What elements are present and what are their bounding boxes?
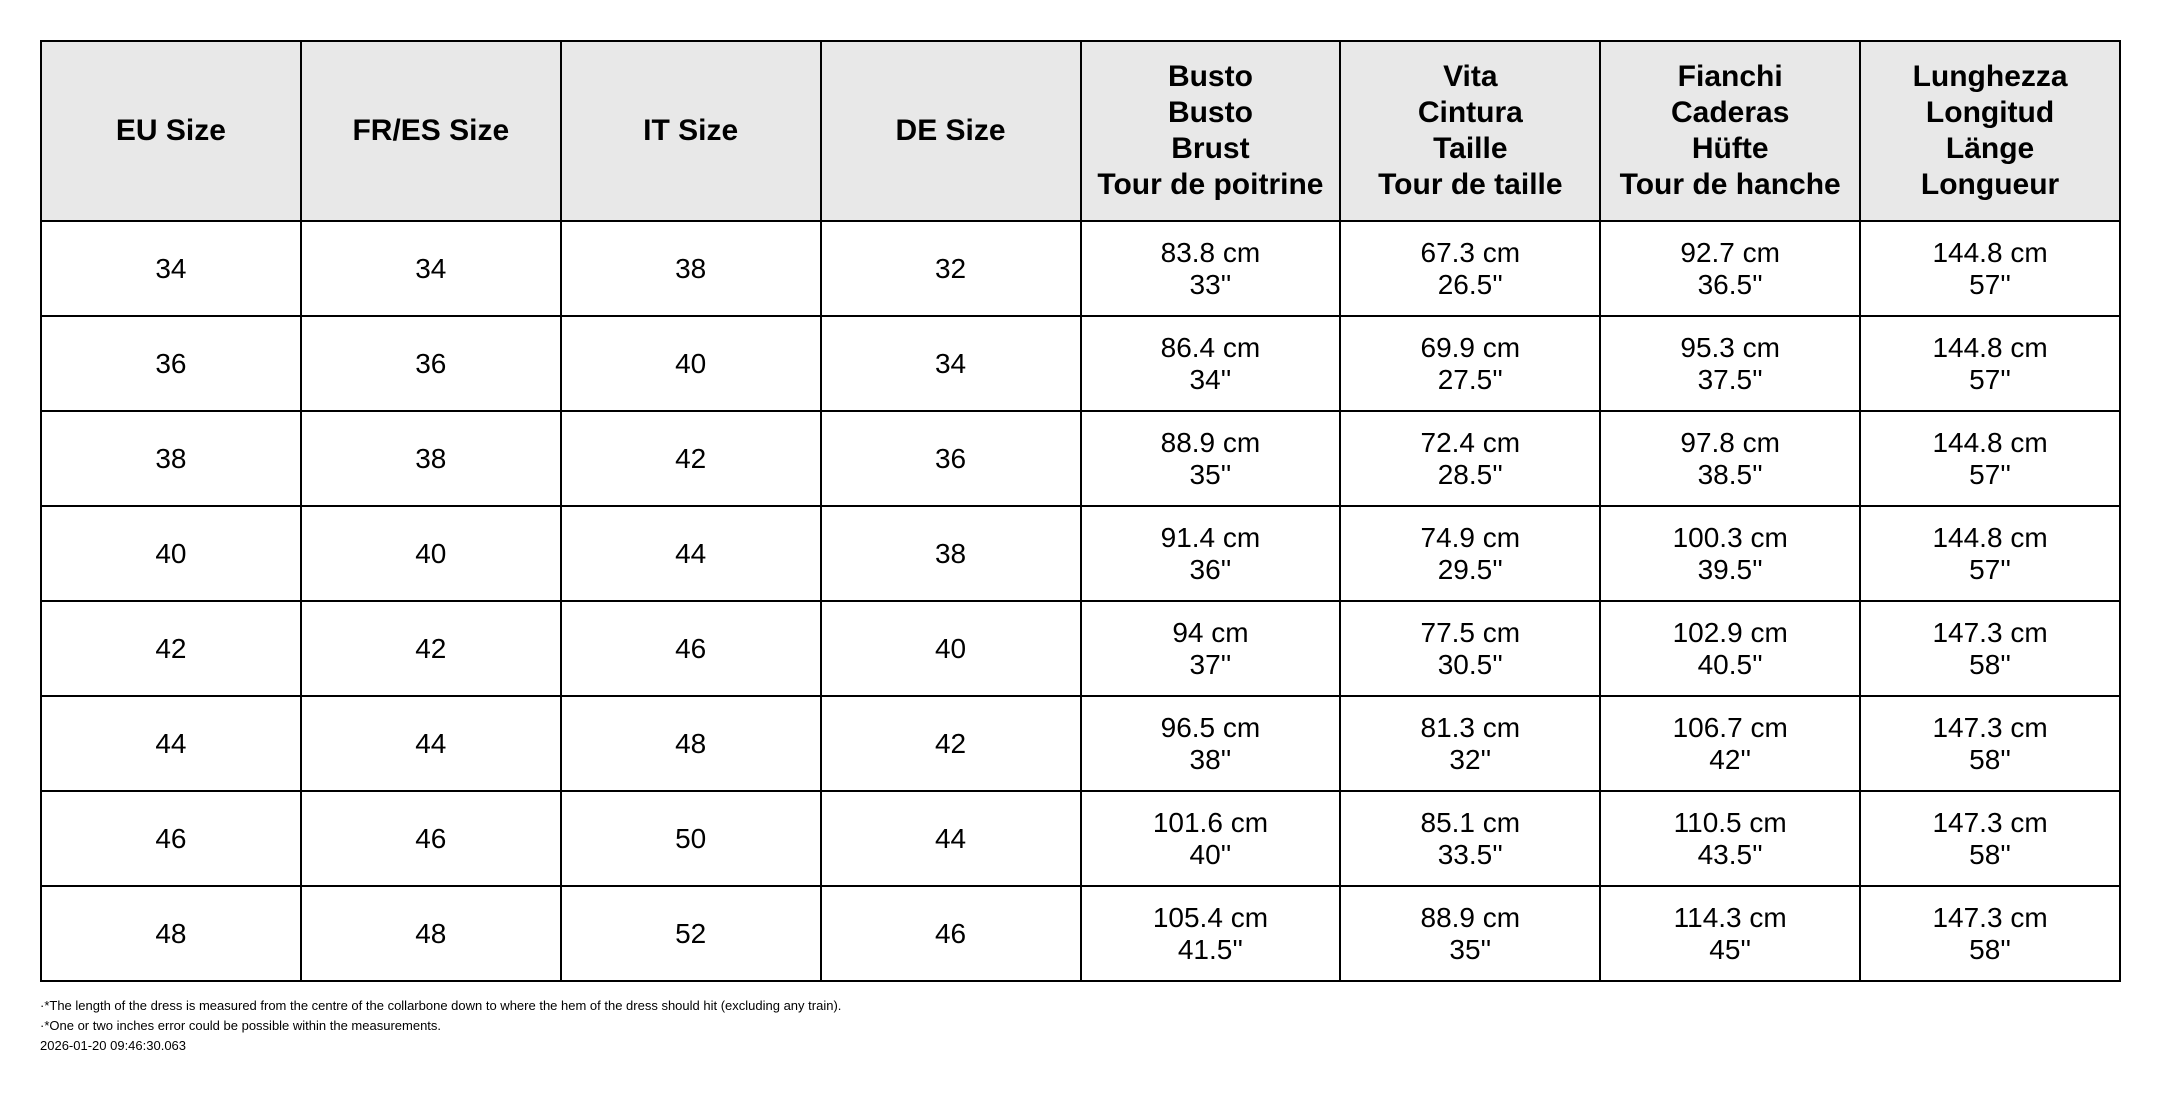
cell-value: 44 xyxy=(155,727,187,759)
cell-value: 40'' xyxy=(1189,838,1232,870)
table-cell xyxy=(561,221,821,316)
cell-value: 38.5'' xyxy=(1697,458,1763,490)
cell-value: 38 xyxy=(675,252,707,284)
table-cell xyxy=(1860,316,2120,411)
column-header-line: Busto xyxy=(1167,96,1253,129)
cell-value: 42 xyxy=(415,632,447,664)
cell-value: 58'' xyxy=(1969,933,2011,965)
table-cell xyxy=(301,696,561,791)
cell-value: 34 xyxy=(934,347,967,379)
cell-value: 52 xyxy=(675,917,707,949)
cell-value: 106.7 cm xyxy=(1672,711,1788,743)
cell-value: 58'' xyxy=(1969,648,2011,680)
table-row xyxy=(41,696,2120,791)
table-body xyxy=(41,221,2120,981)
cell-value: 88.9 cm xyxy=(1160,426,1261,458)
cell-value: 33'' xyxy=(1189,268,1232,300)
table-row xyxy=(41,411,2120,506)
table-cell xyxy=(41,791,301,886)
cell-value: 40 xyxy=(415,537,447,569)
table-cell xyxy=(41,316,301,411)
cell-value: 144.8 cm xyxy=(1932,331,2048,363)
table-cell xyxy=(1600,221,1860,316)
table-cell xyxy=(561,506,821,601)
table-cell xyxy=(1600,316,1860,411)
column-header-line: Longitud xyxy=(1925,96,2055,129)
cell-value: 58'' xyxy=(1969,838,2011,870)
cell-value: 44 xyxy=(675,537,707,569)
table-cell xyxy=(821,506,1081,601)
cell-value: 26.5'' xyxy=(1437,268,1503,300)
column-header xyxy=(1340,41,1600,221)
table-cell xyxy=(1340,601,1600,696)
table-cell xyxy=(41,696,301,791)
table-row xyxy=(41,221,2120,316)
table-cell xyxy=(1081,791,1341,886)
table-cell xyxy=(1081,506,1341,601)
cell-value: 48 xyxy=(155,917,187,949)
column-header-line: Cintura xyxy=(1417,96,1523,129)
cell-value: 74.9 cm xyxy=(1420,521,1521,553)
table-cell xyxy=(821,316,1081,411)
cell-value: 100.3 cm xyxy=(1672,521,1788,553)
cell-value: 34 xyxy=(155,252,187,284)
cell-value: 86.4 cm xyxy=(1160,331,1261,363)
table-cell xyxy=(561,886,821,981)
cell-value: 40 xyxy=(934,632,967,664)
cell-value: 42 xyxy=(675,442,707,474)
table-cell xyxy=(1081,696,1341,791)
table-cell xyxy=(1340,791,1600,886)
column-header xyxy=(1081,41,1341,221)
table-cell xyxy=(301,506,561,601)
cell-value: 57'' xyxy=(1969,268,2011,300)
table-cell xyxy=(1340,696,1600,791)
cell-value: 101.6 cm xyxy=(1152,806,1269,838)
table-cell xyxy=(1340,316,1600,411)
cell-value: 102.9 cm xyxy=(1672,616,1788,648)
table-cell xyxy=(301,316,561,411)
cell-value: 91.4 cm xyxy=(1160,521,1261,553)
cell-value: 147.3 cm xyxy=(1932,616,2048,648)
column-header-line: Fianchi xyxy=(1677,60,1783,93)
cell-value: 144.8 cm xyxy=(1932,236,2048,268)
table-cell xyxy=(1081,886,1341,981)
cell-value: 95.3 cm xyxy=(1680,331,1780,363)
table-header xyxy=(41,41,2120,221)
table-cell xyxy=(301,601,561,696)
cell-value: 42 xyxy=(934,727,967,759)
cell-value: 32'' xyxy=(1449,743,1492,775)
table-row xyxy=(41,506,2120,601)
table-cell xyxy=(1600,506,1860,601)
table-cell xyxy=(1860,506,2120,601)
cell-value: 33.5'' xyxy=(1437,838,1503,870)
cell-value: 69.9 cm xyxy=(1420,331,1521,363)
cell-value: 34'' xyxy=(1189,363,1232,395)
column-header xyxy=(41,41,301,221)
cell-value: 42 xyxy=(155,632,187,664)
cell-value: 85.1 cm xyxy=(1420,806,1521,838)
cell-value: 30.5'' xyxy=(1437,648,1503,680)
column-header-line: Hüfte xyxy=(1691,132,1769,165)
cell-value: 92.7 cm xyxy=(1680,236,1780,268)
table-cell xyxy=(821,886,1081,981)
timestamp: 2026-01-20 09:46:30.063 xyxy=(40,1038,187,1053)
cell-value: 46 xyxy=(675,632,707,664)
table-cell xyxy=(821,696,1081,791)
cell-value: 41.5'' xyxy=(1177,933,1244,965)
cell-value: 81.3 cm xyxy=(1420,711,1521,743)
column-header-line: Brust xyxy=(1171,132,1250,165)
cell-value: 67.3 cm xyxy=(1420,236,1521,268)
cell-value: 36 xyxy=(155,347,187,379)
table-cell xyxy=(1600,601,1860,696)
cell-value: 28.5'' xyxy=(1437,458,1503,490)
cell-value: 44 xyxy=(934,822,967,854)
cell-value: 46 xyxy=(934,917,967,949)
table-cell xyxy=(1081,221,1341,316)
cell-value: 46 xyxy=(155,822,187,854)
cell-value: 58'' xyxy=(1969,743,2011,775)
cell-value: 110.5 cm xyxy=(1673,806,1787,838)
cell-value: 38 xyxy=(934,537,967,569)
cell-value: 38 xyxy=(155,442,187,474)
cell-value: 35'' xyxy=(1189,458,1232,490)
cell-value: 57'' xyxy=(1969,458,2011,490)
cell-value: 57'' xyxy=(1969,363,2011,395)
cell-value: 46 xyxy=(415,822,447,854)
column-header-line: Caderas xyxy=(1670,96,1790,129)
cell-value: 96.5 cm xyxy=(1160,711,1261,743)
cell-value: 57'' xyxy=(1969,553,2011,585)
cell-value: 83.8 cm xyxy=(1160,236,1261,268)
cell-value: 50 xyxy=(675,822,707,854)
table-cell xyxy=(1340,886,1600,981)
cell-value: 40 xyxy=(155,537,187,569)
table-cell xyxy=(301,221,561,316)
cell-value: 147.3 cm xyxy=(1932,901,2048,933)
cell-value: 77.5 cm xyxy=(1420,616,1521,648)
column-header xyxy=(1600,41,1860,221)
cell-value: 36 xyxy=(934,442,967,474)
table-cell xyxy=(41,886,301,981)
table-cell xyxy=(1081,601,1341,696)
cell-value: 114.3 cm xyxy=(1673,901,1787,933)
column-header-line: IT Size xyxy=(643,114,739,147)
cell-value: 38'' xyxy=(1189,743,1232,775)
column-header xyxy=(301,41,561,221)
error-note: ·*One or two inches error could be possible within the measurements. xyxy=(40,1018,442,1033)
column-header-line: DE Size xyxy=(895,114,1006,147)
header-row xyxy=(41,41,2120,221)
column-header xyxy=(561,41,821,221)
table-cell xyxy=(1860,791,2120,886)
column-header-line: EU Size xyxy=(115,114,226,147)
cell-value: 37.5'' xyxy=(1697,363,1763,395)
table-cell xyxy=(41,601,301,696)
column-header-line: Tour de poitrine xyxy=(1097,168,1324,201)
cell-value: 37'' xyxy=(1189,648,1232,680)
table-cell xyxy=(301,886,561,981)
table-cell xyxy=(1081,411,1341,506)
cell-value: 32 xyxy=(934,252,967,284)
cell-value: 36 xyxy=(415,347,447,379)
cell-value: 44 xyxy=(415,727,447,759)
cell-value: 36.5'' xyxy=(1697,268,1763,300)
table-cell xyxy=(561,601,821,696)
cell-value: 40.5'' xyxy=(1697,648,1763,680)
cell-value: 105.4 cm xyxy=(1152,901,1269,933)
cell-value: 147.3 cm xyxy=(1932,806,2048,838)
table-row xyxy=(41,886,2120,981)
column-header xyxy=(821,41,1081,221)
table-cell xyxy=(561,696,821,791)
column-header-line: Tour de hanche xyxy=(1619,168,1841,201)
cell-value: 48 xyxy=(675,727,707,759)
cell-value: 97.8 cm xyxy=(1680,426,1780,458)
table-cell xyxy=(821,601,1081,696)
cell-value: 43.5'' xyxy=(1697,838,1763,870)
cell-value: 48 xyxy=(415,917,447,949)
table-cell xyxy=(1081,316,1341,411)
table-cell xyxy=(301,791,561,886)
table-cell xyxy=(1600,696,1860,791)
table-cell xyxy=(1600,791,1860,886)
table-row xyxy=(41,601,2120,696)
table-cell xyxy=(821,411,1081,506)
cell-value: 35'' xyxy=(1449,933,1492,965)
table-cell xyxy=(41,221,301,316)
table-cell xyxy=(1860,221,2120,316)
table-cell xyxy=(1860,411,2120,506)
column-header-line: Lunghezza xyxy=(1912,60,2068,93)
cell-value: 72.4 cm xyxy=(1420,426,1521,458)
cell-value: 27.5'' xyxy=(1437,363,1503,395)
table-cell xyxy=(41,411,301,506)
cell-value: 147.3 cm xyxy=(1932,711,2048,743)
table-cell xyxy=(1340,506,1600,601)
table-cell xyxy=(561,316,821,411)
table-cell xyxy=(301,411,561,506)
table-cell xyxy=(1340,221,1600,316)
table-cell xyxy=(561,791,821,886)
cell-value: 144.8 cm xyxy=(1932,426,2048,458)
column-header-line: Vita xyxy=(1443,60,1498,93)
footnotes xyxy=(40,996,841,1056)
cell-value: 29.5'' xyxy=(1437,553,1503,585)
cell-value: 36'' xyxy=(1189,553,1232,585)
column-header-line: FR/ES Size xyxy=(352,114,510,147)
table-cell xyxy=(1860,886,2120,981)
table-cell xyxy=(1860,696,2120,791)
table-cell xyxy=(41,506,301,601)
table-cell xyxy=(821,221,1081,316)
column-header-line: Taille xyxy=(1433,132,1508,165)
cell-value: 45'' xyxy=(1709,933,1752,965)
cell-value: 88.9 cm xyxy=(1420,901,1521,933)
table-cell xyxy=(1600,886,1860,981)
table-cell xyxy=(1600,411,1860,506)
table-cell xyxy=(561,411,821,506)
length-note: ·*The length of the dress is measured from the centre of the collarbone down to where the hem of the dress should hit (excluding any train). xyxy=(40,998,842,1013)
column-header-line: Länge xyxy=(1945,132,2035,165)
cell-value: 42'' xyxy=(1709,743,1752,775)
cell-value: 39.5'' xyxy=(1697,553,1763,585)
table-row xyxy=(41,791,2120,886)
table-cell xyxy=(1340,411,1600,506)
cell-value: 94 cm xyxy=(1172,616,1249,648)
cell-value: 144.8 cm xyxy=(1932,521,2048,553)
cell-value: 38 xyxy=(415,442,447,474)
table-cell xyxy=(821,791,1081,886)
size-chart-table xyxy=(40,40,2121,982)
column-header-line: Tour de taille xyxy=(1378,168,1563,201)
table-cell xyxy=(1860,601,2120,696)
column-header-line: Busto xyxy=(1167,60,1253,93)
column-header xyxy=(1860,41,2120,221)
column-header-line: Longueur xyxy=(1920,168,2060,201)
cell-value: 40 xyxy=(675,347,707,379)
cell-value: 34 xyxy=(415,252,447,284)
table-row xyxy=(41,316,2120,411)
